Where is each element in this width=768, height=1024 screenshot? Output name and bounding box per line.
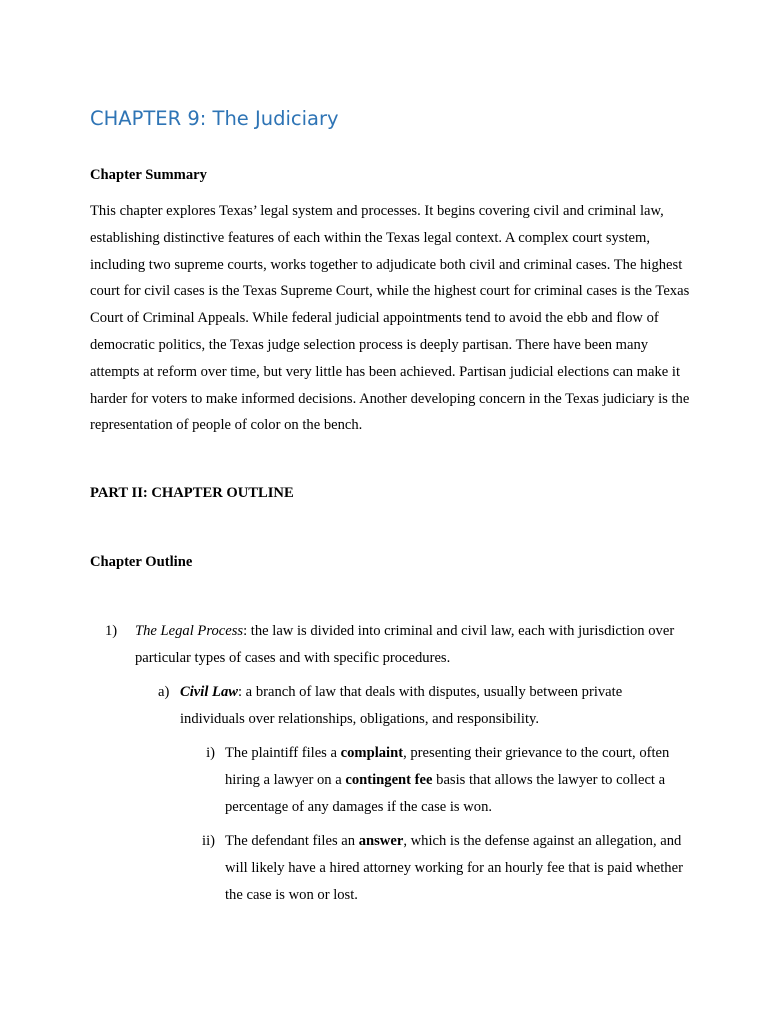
chapter-summary-text: This chapter explores Texas’ legal system and processes. It begins covering civil and criminal law, establishing distinctive features of each within the Texas legal context. A complex court system, including two supreme courts, works together to adjudicate both civil and criminal cases. The highest court for civil cases is the Texas Supreme Court, while the highest court for criminal cases is the Texas Court of Criminal Appeals. While federal judicial appointments tend to avoid the ebb and flow of democratic politics, the Texas judge selection process is deeply partisan. There have been many attempts at reform over time, but very little has been achieved. Partisan judicial elections can make it harder for voters to make informed decisions. Another developing concern in the Texas judiciary is the representation of people of color on the bench. bbox=[90, 203, 690, 434]
outline-term: complaint bbox=[340, 745, 404, 761]
outline-marker: 1) bbox=[105, 623, 118, 639]
chapter-outline-heading: Chapter Outline bbox=[90, 554, 193, 570]
outline-item-civil-law bbox=[158, 679, 690, 733]
outline-text: , presenting their grievance to the court, often hiring a lawyer on a bbox=[225, 745, 670, 788]
outline-item-defendant bbox=[202, 828, 690, 909]
outline-item-plaintiff bbox=[206, 740, 690, 821]
outline-term: answer bbox=[358, 833, 404, 849]
outline-text: : the law is divided into criminal and civil law, each with jurisdiction over particular types of cases and with specific procedures. bbox=[135, 623, 675, 666]
outline-marker: i) bbox=[206, 745, 215, 761]
outline-text: The plaintiff files a bbox=[225, 745, 341, 761]
outline-text: , which is the defense against an allegation, and will likely have a hired attorney working for an hourly fee that is paid whether the case is won or lost. bbox=[225, 833, 683, 903]
outline-term: Civil Law bbox=[180, 684, 238, 700]
outline-item-legal-process bbox=[105, 618, 690, 672]
chapter-summary-heading: Chapter Summary bbox=[90, 167, 207, 183]
outline-marker: a) bbox=[158, 684, 170, 700]
outline-text: The defendant files an bbox=[225, 833, 359, 849]
outline-term: contingent fee bbox=[345, 772, 433, 788]
outline-marker: ii) bbox=[202, 833, 215, 849]
part-outline-heading: PART II: CHAPTER OUTLINE bbox=[90, 485, 294, 501]
outline-text: : a branch of law that deals with disputes, usually between private individuals over relationships, obligations, and responsibility. bbox=[180, 684, 623, 727]
outline-text: basis that allows the lawyer to collect a percentage of any damages if the case is won. bbox=[225, 772, 666, 815]
outline-term: The Legal Process bbox=[135, 623, 244, 639]
chapter-title: CHAPTER 9: The Judiciary bbox=[90, 107, 339, 130]
